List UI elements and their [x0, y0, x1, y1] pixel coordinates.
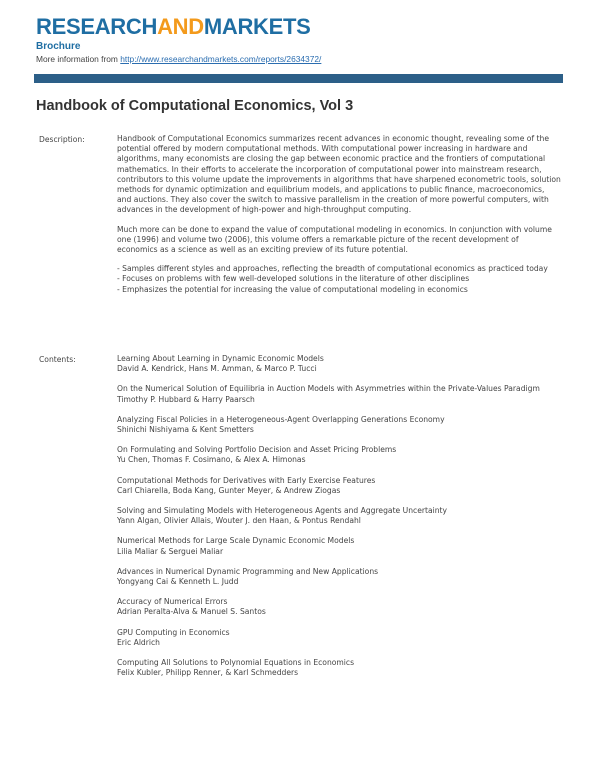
contents-entry — [117, 476, 561, 496]
report-link[interactable]: http://www.researchandmarkets.com/reports/2634372/ — [120, 54, 322, 64]
more-info-line — [36, 54, 321, 64]
description-paragraph-1: Handbook of Computational Economics summarizes recent advances in economic thought, revealing some of the potential offered by modern computational methods. With computational power increasing in hardware and algorithms, many economists are closing the gap between economic practice and the frontiers of computational mathematics. In their efforts to accelerate the incorporation of computational power into mainstream research, contributors to this volume update the improvements in algorithms that have sharpened econometric tools, solution methods for dynamic optimization and equilibrium models, and applications to public finance, macroeconomics, and auctions. They also cover the switch to massive parallelism in the creation of more powerful computers, with advances in the development of high-power and high-throughput computing. — [117, 134, 561, 215]
description-paragraph-2: Much more can be done to expand the value of computational modeling in economics. In conjunction with volume one (1996) and volume two (2006), this volume offers a remarkable picture of the recent development of economics as a science as well as an exciting preview of its future potential. — [117, 224, 552, 255]
chapter-authors: Lilia Maliar & Serguei Maliar — [117, 546, 224, 556]
description-body — [117, 134, 561, 295]
chapter-title: Learning About Learning in Dynamic Economic Models — [117, 354, 324, 363]
chapter-title: Advances in Numerical Dynamic Programming and New Applications — [117, 566, 379, 576]
contents-entry — [117, 536, 561, 556]
contents-entry — [117, 567, 561, 587]
header-divider-bar — [34, 74, 563, 83]
contents-list — [117, 354, 561, 688]
more-info-prefix: More information from — [36, 54, 121, 64]
contents-label: Contents: — [39, 355, 76, 364]
logo-part-research: RESEARCH — [36, 14, 158, 39]
description-label: Description: — [39, 135, 85, 144]
contents-entry — [117, 658, 561, 678]
chapter-authors: Yann Algan, Olivier Allais, Wouter J. den Haan, & Pontus Rendahl — [117, 516, 361, 526]
chapter-title: Analyzing Fiscal Policies in a Heterogeneous-Agent Overlapping Generations Economy — [117, 414, 445, 424]
chapter-authors: Shinichi Nishiyama & Kent Smetters — [117, 425, 254, 435]
chapter-authors: Eric Aldrich — [117, 637, 160, 647]
chapter-title: Computing All Solutions to Polynomial Equations in Economics — [117, 658, 355, 668]
chapter-authors: Adrian Peralta-Alva & Manuel S. Santos — [117, 607, 266, 617]
chapter-title: Numerical Methods for Large Scale Dynamic Economic Models — [117, 536, 355, 546]
logo-part-and: AND — [157, 14, 204, 39]
chapter-title: Computational Methods for Derivatives with Early Exercise Features — [117, 475, 376, 485]
contents-entry — [117, 628, 561, 648]
bullet-item: - Focuses on problems with few well-developed solutions in the literature of other disciplines — [117, 274, 470, 284]
contents-entry — [117, 506, 561, 526]
chapter-authors: Yongyang Cai & Kenneth L. Judd — [117, 577, 239, 587]
chapter-authors: Yu Chen, Thomas F. Cosimano, & Alex A. Himonas — [117, 455, 306, 465]
page-title: Handbook of Computational Economics, Vol 3 — [36, 98, 354, 114]
chapter-title: Accuracy of Numerical Errors — [117, 597, 228, 607]
chapter-authors: Carl Chiarella, Boda Kang, Gunter Meyer, & Andrew Ziogas — [117, 485, 341, 495]
chapter-authors: Felix Kubler, Philipp Renner, & Karl Schmedders — [117, 668, 299, 678]
chapter-title: On the Numerical Solution of Equilibria in Auction Models with Asymmetries within the Private-Values Paradigm — [117, 384, 540, 394]
contents-entry — [117, 384, 561, 404]
bullet-item: - Samples different styles and approaches, reflecting the breadth of computational economics as practiced today — [117, 264, 548, 274]
bullet-item: - Emphasizes the potential for increasing the value of computational modeling in economics — [117, 284, 468, 294]
chapter-title: Solving and Simulating Models with Heterogeneous Agents and Aggregate Uncertainty — [117, 506, 448, 516]
brochure-label: Brochure — [36, 41, 81, 52]
contents-entry — [117, 415, 561, 435]
contents-entry — [117, 445, 561, 465]
chapter-authors: David A. Kendrick, Hans M. Amman, & Marco P. Tucci — [117, 364, 317, 374]
brand-logo — [36, 16, 311, 38]
contents-entry — [117, 597, 561, 617]
contents-entry — [117, 354, 561, 374]
chapter-title: On Formulating and Solving Portfolio Decision and Asset Pricing Problems — [117, 445, 397, 455]
logo-part-markets: MARKETS — [203, 14, 311, 39]
chapter-authors: Timothy P. Hubbard & Harry Paarsch — [117, 394, 255, 404]
feature-bullets — [117, 264, 561, 295]
chapter-title: GPU Computing in Economics — [117, 627, 230, 637]
